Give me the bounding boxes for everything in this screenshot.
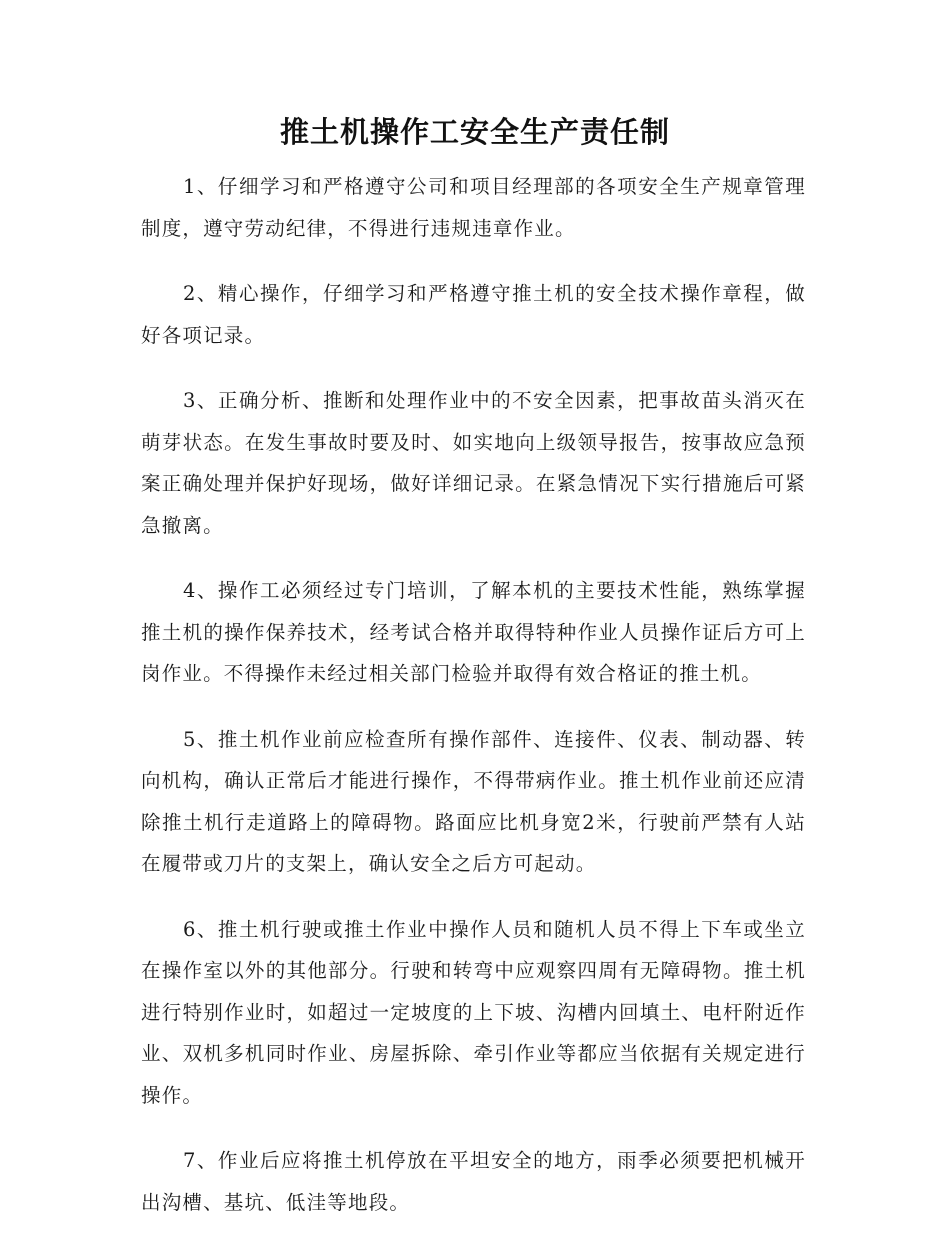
paragraph-1: 1、仔细学习和严格遵守公司和项目经理部的各项安全生产规章管理制度，遵守劳动纪律，不得进行违规违章作业。 xyxy=(141,175,806,240)
document-body xyxy=(141,166,806,1247)
paragraph-6: 6、推土机行驶或推土作业中操作人员和随机人员不得上下车或坐立在操作室以外的其他部分。行驶和转弯中应观察四周有无障碍物。推土机进行特别作业时，如超过一定坡度的上下坡、沟槽内回填土、电杆附近作业、双机多机同时作业、房屋拆除、牵引作业等都应当依据有关规定进行操作。 xyxy=(141,917,806,1107)
paragraph-3: 3、正确分析、推断和处理作业中的不安全因素，把事故苗头消灭在萌芽状态。在发生事故时要及时、如实地向上级领导报告，按事故应急预案正确处理并保护好现场，做好详细记录。在紧急情况下实行措施后可紧急撤离。 xyxy=(141,389,806,537)
document-title: 推土机操作工安全生产责任制 xyxy=(279,115,670,149)
paragraph-5: 5、推土机作业前应检查所有操作部件、连接件、仪表、制动器、转向机构，确认正常后才能进行操作，不得带病作业。推土机作业前还应清除推土机行走道路上的障碍物。路面应比机身宽2米，行驶前严禁有人站在履带或刀片的支架上，确认安全之后方可起动。 xyxy=(141,727,806,875)
paragraph-2: 2、精心操作，仔细学习和严格遵守推土机的安全技术操作章程，做好各项记录。 xyxy=(141,282,806,347)
paragraph-7: 7、作业后应将推土机停放在平坦安全的地方，雨季必须要把机械开出沟槽、基坑、低洼等地段。 xyxy=(141,1149,806,1214)
paragraph-4: 4、操作工必须经过专门培训，了解本机的主要技术性能，熟练掌握推土机的操作保养技术，经考试合格并取得特种作业人员操作证后方可上岗作业。不得操作未经过相关部门检验并取得有效合格证的推土机。 xyxy=(141,579,806,685)
